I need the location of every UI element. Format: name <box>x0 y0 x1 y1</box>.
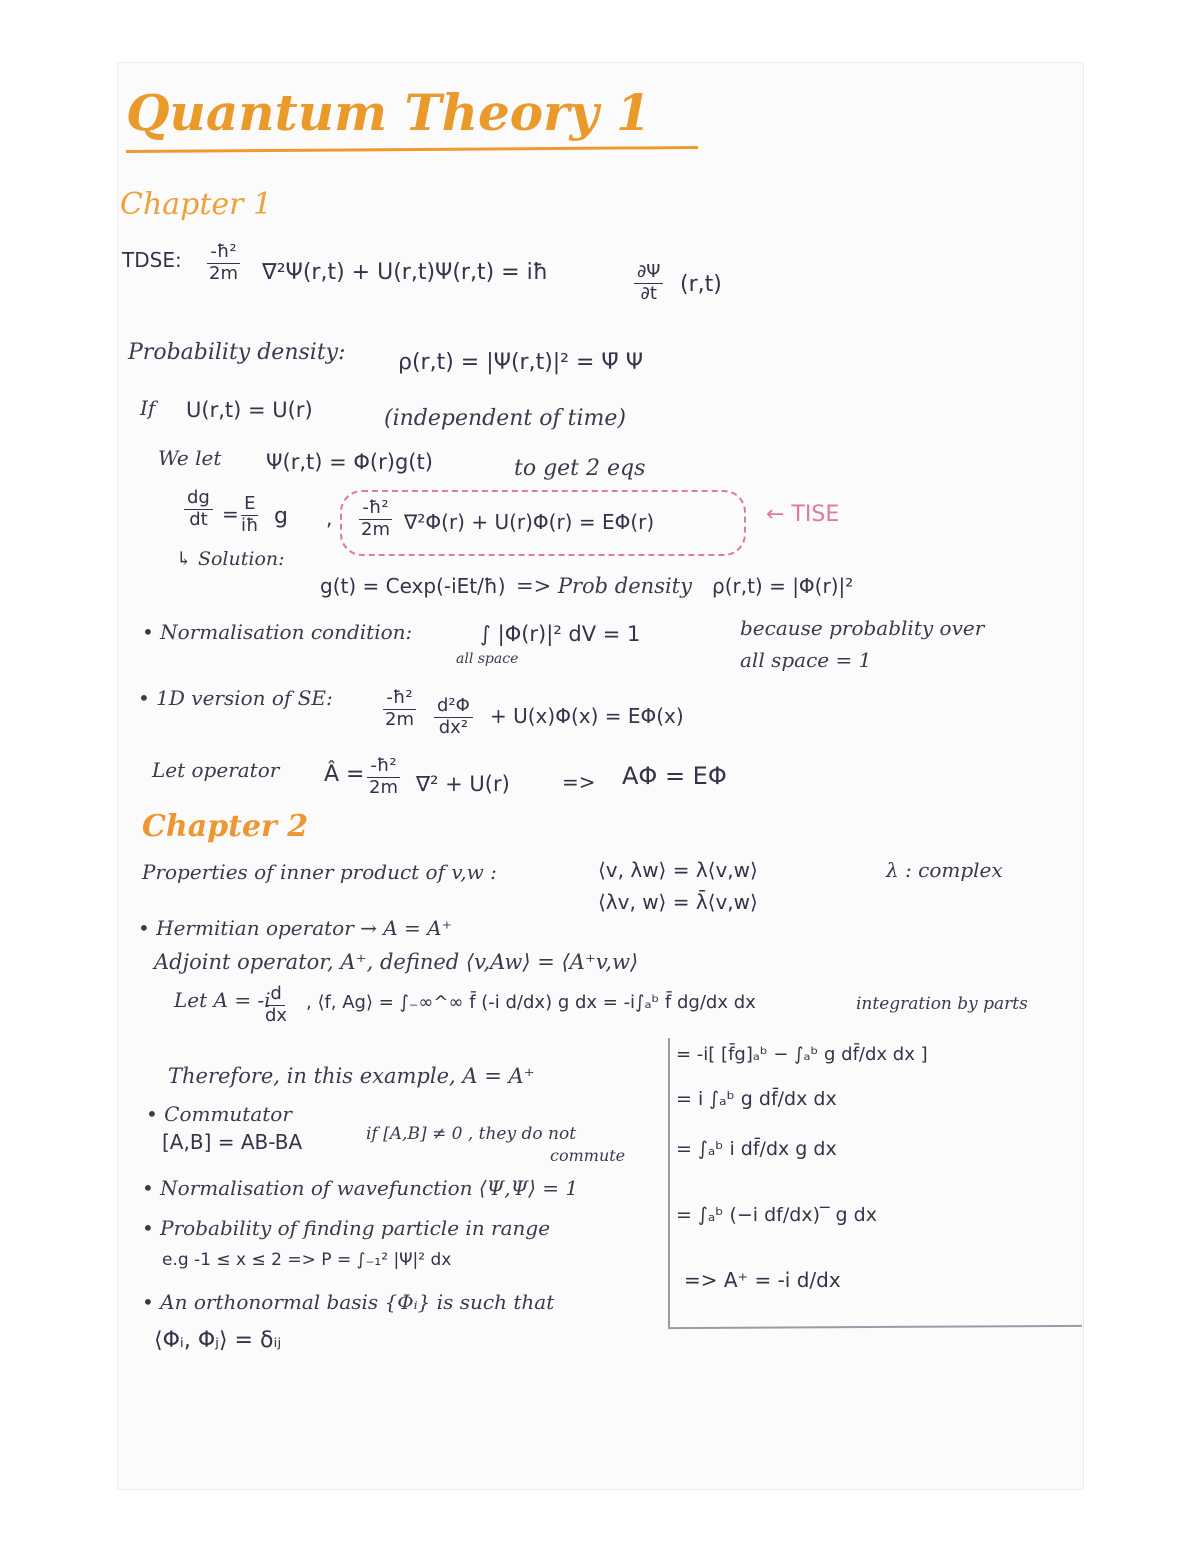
derivation-step-1: = -i[ [f̄g]ₐᵇ − ∫ₐᵇ g df̄/dx dx ] <box>676 1044 928 1065</box>
dg-dt-fraction <box>184 488 213 530</box>
let-a-numerator: d <box>267 984 284 1006</box>
commutator-note-line1: if [A,B] ≠ 0 , they do not <box>366 1124 577 1144</box>
tdse-equation: ∇²Ψ(r,t) + U(r,t)Ψ(r,t) = iħ <box>262 260 548 285</box>
lambda-note: λ : complex <box>886 858 1003 882</box>
inner-product-label: Properties of inner product of v,w : <box>142 860 497 884</box>
tdse-time-derivative <box>634 262 663 304</box>
tise-fraction-denominator: 2m <box>361 518 390 540</box>
hermitian-operator: • Hermitian operator → A = A⁺ <box>138 916 453 940</box>
normalisation-subscript: all space <box>456 651 519 667</box>
dg-denominator: dt <box>189 508 208 530</box>
wavefunction-normalisation: • Normalisation of wavefunction ⟨Ψ,Ψ⟩ = 1 <box>142 1176 579 1200</box>
tdse-fraction-denominator: 2m <box>209 262 238 284</box>
tdse-label: TDSE: <box>122 248 182 272</box>
normalisation-note-line2: all space = 1 <box>740 648 872 672</box>
commutator-label: • Commutator <box>146 1102 292 1126</box>
tise-tag: ← TISE <box>766 502 840 527</box>
operator-rhs: ∇² + U(r) <box>416 772 510 796</box>
derivation-step-5: => A⁺ = -i d/dx <box>684 1268 841 1292</box>
eq1-separator: , <box>326 506 333 530</box>
commutator-note-line2: commute <box>550 1146 626 1165</box>
tise-fraction <box>358 498 393 540</box>
adjoint-operator: Adjoint operator, A⁺, defined ⟨v,Aw⟩ = ⟨A⁺v,w⟩ <box>154 950 639 974</box>
normalisation-equation: ∫ |Φ(r)|² dV = 1 <box>480 622 641 646</box>
oned-fraction-2-numerator: d²Φ <box>434 696 473 718</box>
oned-fraction-1 <box>382 688 417 730</box>
solution-arrow-text: => Prob density <box>516 574 692 598</box>
we-let-label: We let <box>158 446 222 470</box>
orthonormal-basis-equation: ⟨Φᵢ, Φⱼ⟩ = δᵢⱼ <box>154 1328 282 1353</box>
chapter-2-heading: Chapter 2 <box>142 809 309 844</box>
orthonormal-basis-label: • An orthonormal basis {Φᵢ} is such that <box>142 1290 555 1314</box>
example-equation: , ⟨f, Ag⟩ = ∫₋∞^∞ f̄ (-i d/dx) g dx = -i∫ₐᵇ f̄ dg/dx dx <box>306 992 756 1013</box>
e-over-ih-fraction <box>238 494 262 536</box>
oned-fraction-2-denominator: dx² <box>438 716 469 738</box>
let-a-label: Let A = -i <box>174 988 271 1012</box>
solution-result: ρ(r,t) = |Φ(r)|² <box>712 574 854 598</box>
operator-result: AΦ = EΦ <box>622 762 727 790</box>
separation-note: to get 2 eqs <box>514 456 646 481</box>
oned-fraction-2 <box>434 696 473 738</box>
if-equation: U(r,t) = U(r) <box>186 398 313 422</box>
eq1-equals: = <box>222 502 239 526</box>
normalisation-label: • Normalisation condition: <box>142 620 413 644</box>
operator-lhs: Â = <box>324 762 365 787</box>
oned-fraction-1-numerator: -ħ² <box>383 688 415 710</box>
operator-arrow: => <box>562 770 596 794</box>
e-numerator: E <box>241 494 258 516</box>
probability-density-label: Probability density: <box>128 340 346 365</box>
ih-denominator: iħ <box>241 514 259 536</box>
operator-fraction-denominator: 2m <box>369 776 398 798</box>
let-a-denominator: dx <box>265 1004 288 1026</box>
eq1-g: g <box>274 504 288 529</box>
integration-by-parts-note: integration by parts <box>856 994 1028 1014</box>
operator-fraction <box>366 756 401 798</box>
normalisation-note-line1: because probablity over <box>740 616 985 640</box>
derivation-step-2: = i ∫ₐᵇ g df̄/dx dx <box>676 1088 837 1110</box>
probability-range-example: e.g -1 ≤ x ≤ 2 => P = ∫₋₁² |Ψ|² dx <box>162 1250 452 1270</box>
solution-label: ↳ Solution: <box>176 548 285 570</box>
oned-se-label: • 1D version of SE: <box>138 686 333 710</box>
derivation-divider-vertical <box>668 1038 670 1328</box>
tdse-derivative-denominator: ∂t <box>640 282 657 304</box>
tdse-arguments: (r,t) <box>680 272 722 297</box>
inner-product-eq1: ⟨v, λw⟩ = λ⟨v,w⟩ <box>598 858 758 882</box>
therefore-statement: Therefore, in this example, A = A⁺ <box>168 1064 535 1088</box>
probability-range-label: • Probability of finding particle in range <box>142 1216 551 1240</box>
tise-equation: ∇²Φ(r) + U(r)Φ(r) = EΦ(r) <box>404 510 655 534</box>
derivation-step-4: = ∫ₐᵇ (−i df/dx)‾ g dx <box>676 1204 877 1226</box>
if-note: (independent of time) <box>384 406 626 431</box>
probability-density-equation: ρ(r,t) = |Ψ(r,t)|² = Ψ̄ Ψ <box>398 350 644 375</box>
if-label: If <box>140 396 156 420</box>
derivation-step-3: = ∫ₐᵇ i df̄/dx g dx <box>676 1138 837 1160</box>
operator-fraction-numerator: -ħ² <box>367 756 399 778</box>
separation-equation: Ψ(r,t) = Φ(r)g(t) <box>266 450 433 474</box>
page-title: Quantum Theory 1 <box>126 83 651 142</box>
inner-product-eq2: ⟨λv, w⟩ = λ̄⟨v,w⟩ <box>598 890 758 914</box>
chapter-1-heading: Chapter 1 <box>120 187 273 222</box>
commutator-equation: [A,B] = AB-BA <box>162 1130 303 1154</box>
tise-fraction-numerator: -ħ² <box>359 498 391 520</box>
solution-equation: g(t) = Cexp(-iEt/ħ) <box>320 574 506 598</box>
tdse-fraction-numerator: -ħ² <box>207 242 239 264</box>
tdse-derivative-numerator: ∂Ψ <box>634 262 663 284</box>
oned-fraction-1-denominator: 2m <box>385 708 414 730</box>
tdse-fraction <box>206 242 241 284</box>
let-a-fraction <box>262 984 290 1026</box>
oned-se-equation: + U(x)Φ(x) = EΦ(x) <box>490 704 684 728</box>
dg-numerator: dg <box>184 488 213 510</box>
operator-label: Let operator <box>152 758 280 782</box>
